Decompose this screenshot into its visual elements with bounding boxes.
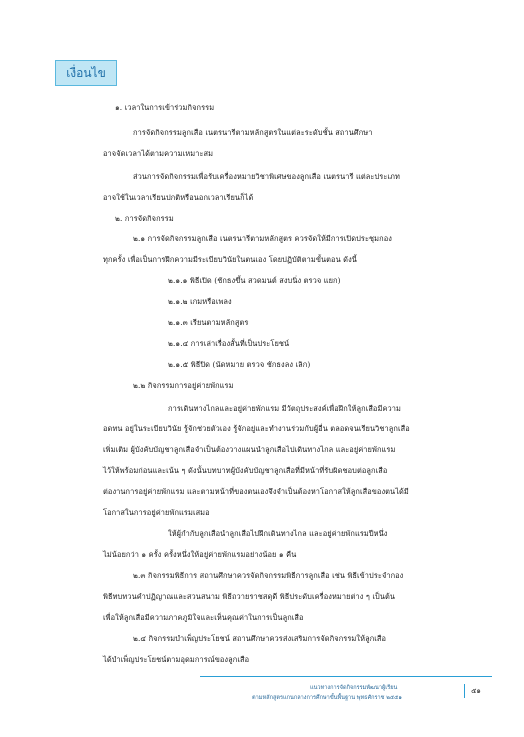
text-line: ๒.๓ กิจกรรมพิธีการ สถานศึกษาควรจัดกิจกรรมพิธีการลูกเสือ เช่น พิธีเข้าประจำกอง: [133, 571, 404, 580]
text-line: ๒.๑ การจัดกิจกรรมลูกเสือ เนตรนารีตามหลักสูตร ควรจัดให้มีการเปิดประชุมกอง: [133, 234, 392, 243]
text-line: ให้ผู้กำกับลูกเสือนำลูกเสือไปฝึกเดินทางไกล และอยู่ค่ายพักแรมปีหนึ่ง: [168, 529, 388, 538]
text-line: อาจใช้ในเวลาเรียนปกติหรือนอกเวลาเรียนก็ได้: [103, 193, 254, 202]
text-line: เพื่อให้ลูกเสือมีความภาคภูมิใจและเห็นคุณค่าในการเป็นลูกเสือ: [103, 613, 304, 622]
footer-subtitle: ตามหลักสูตรแกนกลางการศึกษาขั้นพื้นฐาน พุทธศักราช ๒๕๕๑: [252, 695, 402, 701]
text-line: อดทน อยู่ในระเบียบวินัย รู้จักช่วยตัวเอง รู้จักอยู่และทำงานร่วมกับผู้อื่น ตลอดจนเรียนวิชาลูกเสือ: [103, 424, 410, 433]
text-line: โอกาสในการอยู่ค่ายพักแรมเสมอ: [103, 508, 210, 517]
footer-title: แนวทางการจัดกิจกรรมพัฒนาผู้เรียน: [310, 685, 398, 691]
text-line: เพิ่มเติม ผู้บังคับบัญชาลูกเสือจำเป็นต้องวางแผนนำลูกเสือไปเดินทางไกล และอยู่ค่ายพักแรม: [103, 445, 396, 454]
text-line: อาจจัดเวลาได้ตามความเหมาะสม: [103, 149, 214, 158]
text-line: ๒.๑.๔ การเล่าเรื่องสั้นที่เป็นประโยชน์: [168, 339, 290, 348]
text-line: ไว้ให้พร้อมก่อนและเน้น ๆ ดังนั้นบทบาทผู้บังคับบัญชาลูกเสือที่มีหน้าที่รับผิดชอบต่อลูกเสือ: [103, 466, 388, 475]
text-line: ได้บำเพ็ญประโยชน์ตามอุดมการณ์ของลูกเสือ: [103, 655, 250, 664]
page-number: ๕๑: [464, 684, 487, 698]
text-line: ๒.๑.๕ พิธีปิด (นัดหมาย ตรวจ ชักธงลง เลิก): [168, 360, 311, 369]
text-line: ๒.๑.๑ พิธีเปิด (ชักธงขึ้น สวดมนต์ สงบนิ่ง ตรวจ แยก): [168, 276, 341, 285]
text-line: การจัดกิจกรรมลูกเสือ เนตรนารีตามหลักสูตรในแต่ละระดับชั้น สถานศึกษา: [133, 128, 373, 137]
text-line: ทุกครั้ง เพื่อเป็นการฝึกความมีระเบียบวินัยในตนเอง โดยปฏิบัติตามขั้นตอน ดังนี้: [103, 255, 357, 264]
page-title-box: [55, 60, 117, 86]
text-line: ๒.๑.๓ เรียนตามหลักสูตร: [168, 318, 249, 327]
text-line: พิธีทบทวนคำปฏิญาณและสวนสนาม พิธีถวายราชสดุดี พิธีประดับเครื่องหมายต่าง ๆ เป็นต้น: [103, 592, 396, 601]
text-line: ๒. การจัดกิจกรรม: [115, 214, 174, 223]
page-title: เงื่อนไข: [66, 65, 106, 80]
text-line: ๒.๑.๒ เกมหรือเพลง: [168, 297, 232, 306]
text-line: ไม่น้อยกว่า ๑ ครั้ง ครั้งหนึ่งให้อยู่ค่ายพักแรมอย่างน้อย ๑ คืน: [103, 550, 297, 559]
text-line: ต่องานการอยู่ค่ายพักแรม และตามหน้าที่ของตนเองจึงจำเป็นต้องหาโอกาสให้ลูกเสือของตนได้มี: [103, 487, 409, 496]
text-line: ๒.๔ กิจกรรมบำเพ็ญประโยชน์ สถานศึกษาควรส่งเสริมการจัดกิจกรรมให้ลูกเสือ: [133, 634, 387, 643]
text-line: ๑. เวลาในการเข้าร่วมกิจกรรม: [115, 103, 215, 112]
text-line: ๒.๒ กิจกรรมการอยู่ค่ายพักแรม: [133, 381, 234, 390]
text-line: ส่วนการจัดกิจกรรมเพื่อรับเครื่องหมายวิชาพิเศษของลูกเสือ เนตรนารี แต่ละประเภท: [133, 172, 400, 181]
footer-rule: [200, 676, 492, 677]
text-line: การเดินทางไกลและอยู่ค่ายพักแรม มีวัตถุประสงค์เพื่อฝึกให้ลูกเสือมีความ: [168, 404, 401, 413]
